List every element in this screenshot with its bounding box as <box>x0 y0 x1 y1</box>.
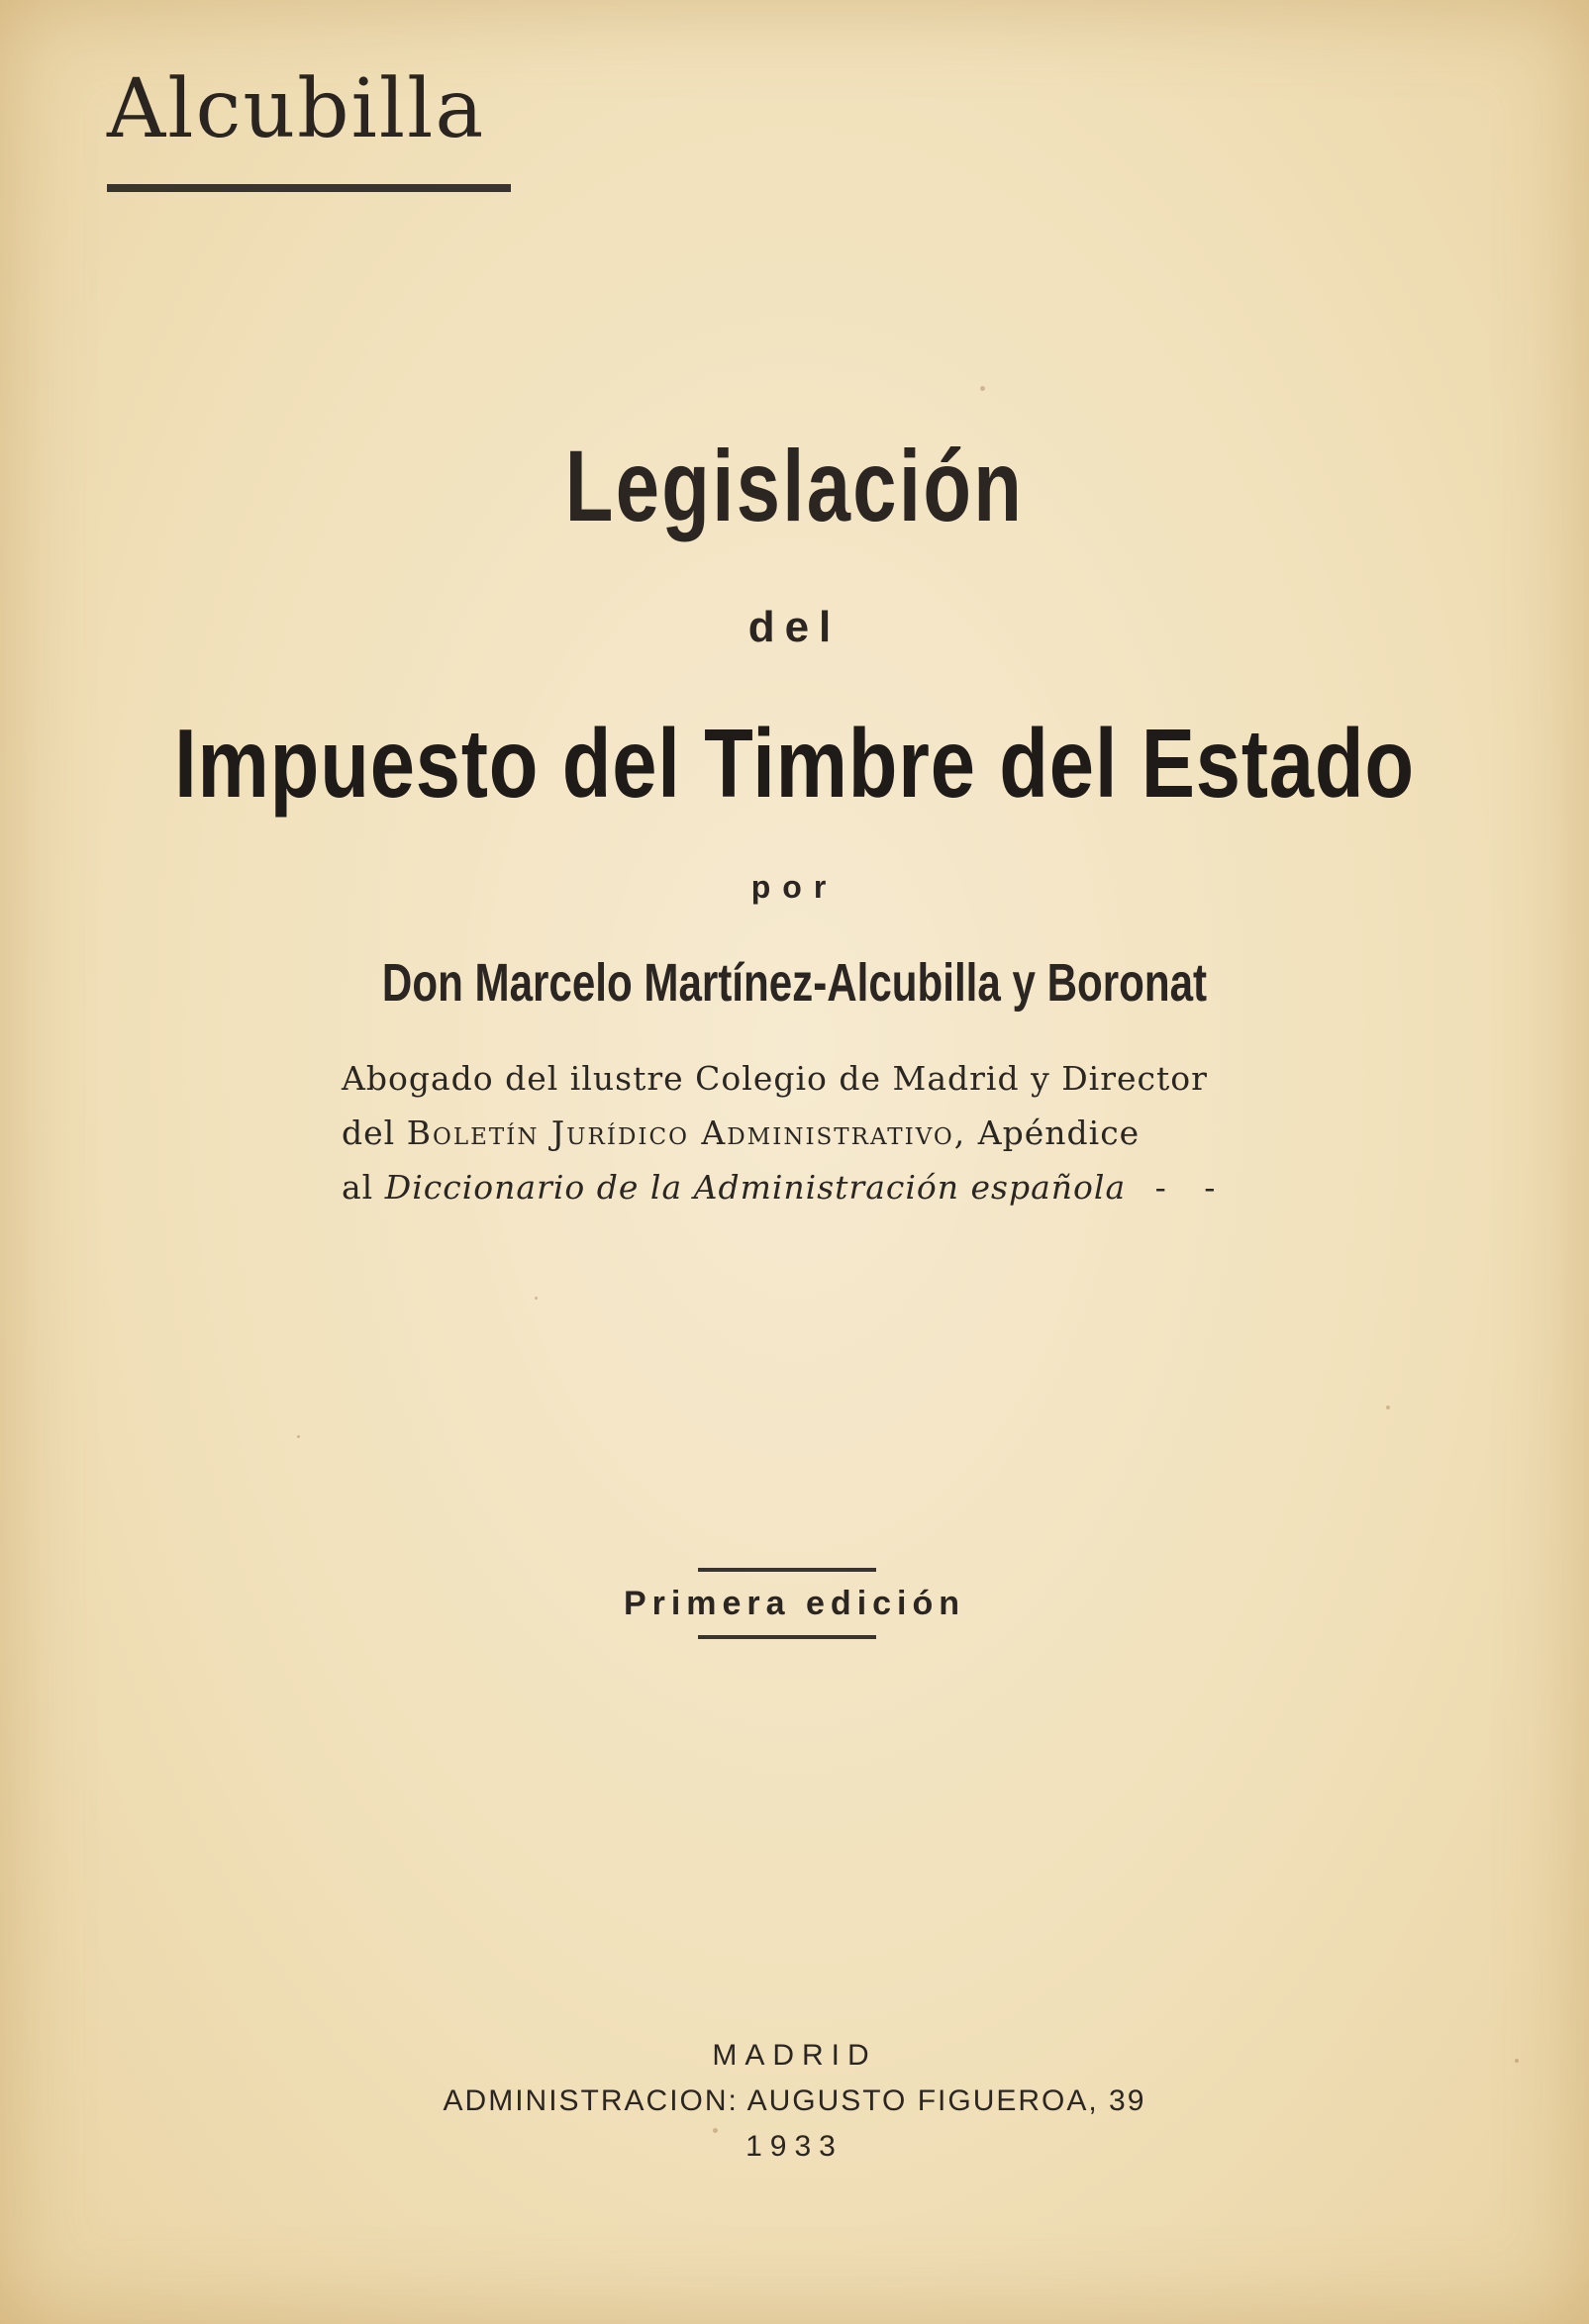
credentials-line-3 <box>342 1160 1233 1214</box>
credentials-line-1 <box>342 1051 1233 1106</box>
byline-por: por <box>750 869 839 905</box>
paper-speck <box>1386 1405 1390 1409</box>
dictionary-name: Diccionario de la Administración española <box>384 1168 1127 1207</box>
paper-speck <box>297 1435 300 1438</box>
title-del: del <box>747 603 842 651</box>
bulletin-name: Boletín Jurídico Administrativo, <box>406 1114 967 1152</box>
imprint-year: 1933 <box>745 2130 844 2163</box>
series-brand: Alcubilla <box>107 62 486 156</box>
imprint-publisher: ADMINISTRACION: AUGUSTO FIGUEROA, 39 <box>443 2084 1146 2117</box>
author-name: Don Marcelo Martínez-Alcubilla y Boronat <box>381 953 1208 1013</box>
edition-rule-bottom <box>698 1635 876 1639</box>
paper-speck <box>980 386 985 391</box>
edition-rule-top <box>698 1568 876 1572</box>
credentials-text: al <box>342 1168 374 1207</box>
credentials-dashes: - - <box>1154 1168 1230 1207</box>
credentials-text: Apéndice <box>977 1114 1141 1152</box>
author-credentials <box>342 1051 1233 1214</box>
title-legislacion: Legislación <box>564 430 1025 542</box>
imprint-city: MADRID <box>712 2039 877 2072</box>
paper-speck <box>535 1297 538 1300</box>
title-main: Impuesto del Timbre del Estado <box>174 709 1415 818</box>
credentials-text: Abogado del ilustre Colegio de Madrid y Director <box>342 1059 1208 1098</box>
brand-underline <box>107 184 511 192</box>
credentials-line-2 <box>342 1106 1233 1160</box>
credentials-text: del <box>342 1114 396 1152</box>
edition-label: Primera edición <box>623 1585 966 1622</box>
